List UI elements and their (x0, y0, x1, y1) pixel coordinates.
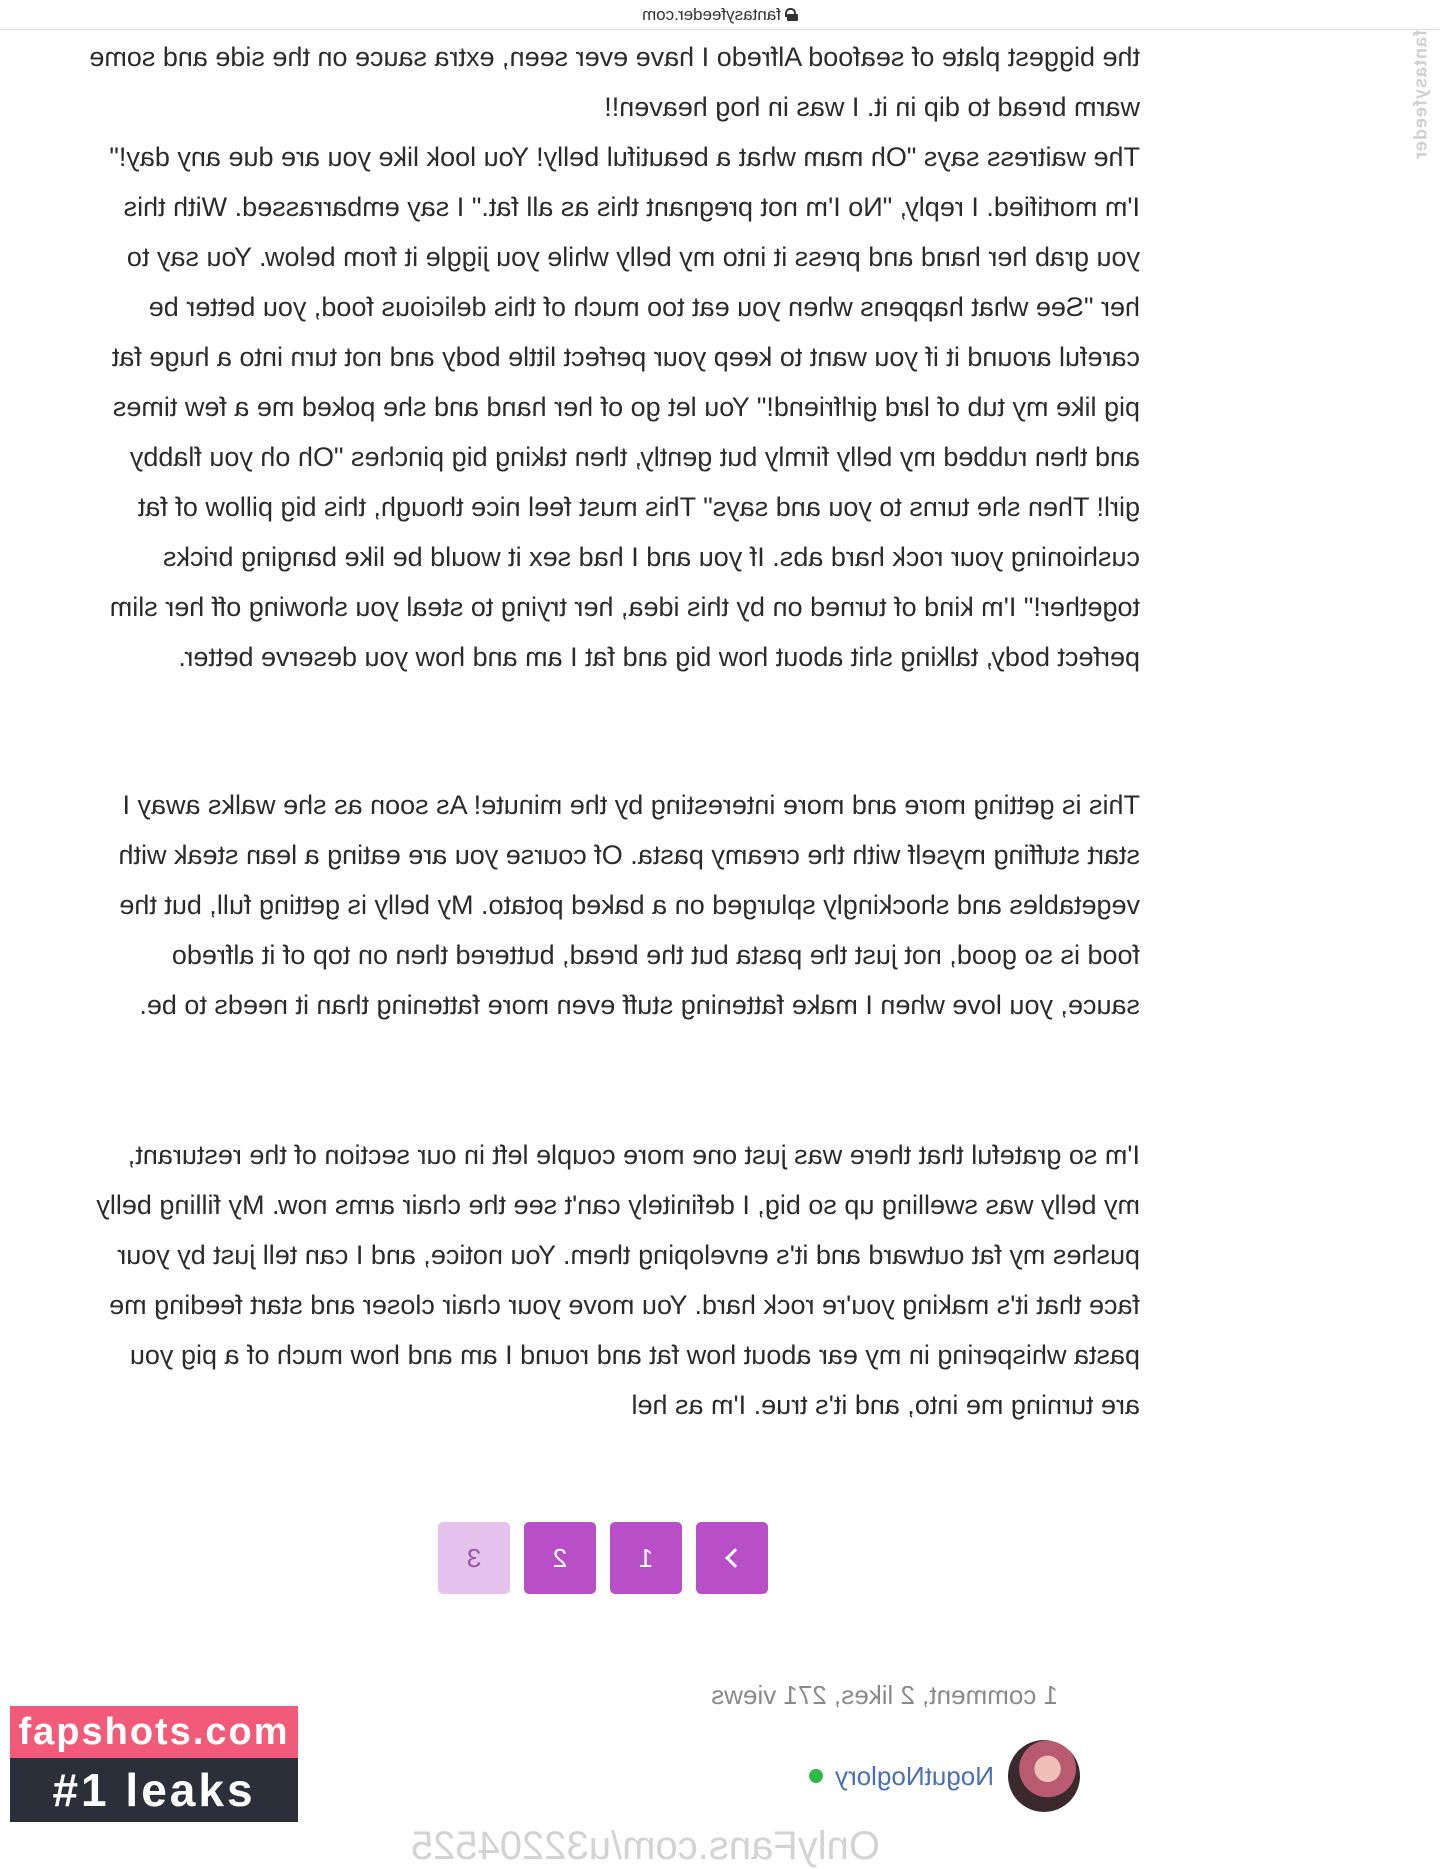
watermark-tagline: #1 leaks (10, 1758, 298, 1822)
text-line: careful around it if you want to keep your perfect little body and not turn into a huge fat (111, 342, 1140, 372)
text-line: my belly was swelling up so big, I definitely can't see the chair arms now. My filling belly (96, 1190, 1140, 1220)
chevron-left-icon (725, 1548, 745, 1568)
text-line: The waitress says "Oh mam what a beautiful belly! You look like you are due any day!" (109, 142, 1140, 172)
text-line: warm bread to dip in it. I was in hog heaven!! (604, 92, 1140, 122)
site-watermark (10, 1706, 298, 1822)
online-status-dot (809, 1769, 823, 1783)
author-name-link[interactable]: NogutNoglory (835, 1760, 994, 1791)
text-line: pasta whispering in my ear about how fat and round I am and how much of a pig you (129, 1340, 1140, 1370)
paragraph-1 (40, 32, 1140, 682)
text-line: cushioning your rock hard abs. If you and I had sex it would be like banging bricks (162, 542, 1140, 572)
text-line: I'm mortified. I reply, "No I'm not pregnant this as all fat." I say embarrassed. With this (123, 192, 1140, 222)
text-line: vegetables and shockingly splurged on a baked potato. My belly is getting full, but the (119, 890, 1140, 920)
text-line: girl! Then she turns to you and says" This must feel nice though, this big pillow of fat (137, 492, 1140, 522)
text-line: pushes my fat outward and it's enveloping them. You notice, and I can tell just by your (117, 1240, 1140, 1270)
text-line: and then rubbed my belly firmly but gently, then taking big pinches "Oh oh you flabby (129, 442, 1140, 472)
text-line: pig like my tub of lard girlfriend!" You let go of her hand and she poked me a few times (112, 392, 1140, 422)
text-line: face that it's making you're rock hard. You move your chair closer and start feeding me (109, 1290, 1140, 1320)
story-text (40, 32, 1140, 1430)
side-watermark (1404, 30, 1438, 190)
text-line: sauce, you love when I make fattening stuff even more fattening than it needs to be. (139, 990, 1140, 1020)
text-line: together!" I'm kind of turned on by this idea, her trying to steal you showing off her slim (109, 592, 1140, 622)
text-line: perfect body, talking shit about how big and fat I am and how you deserve better. (178, 642, 1140, 672)
cutoff-watermark-text: OnlyFans.com/u32204525 (410, 1824, 880, 1868)
text-line: you grab her hand and press it into my belly while you jiggle it from below. You say to (126, 242, 1140, 272)
text-line: her "See what happens when you eat too much of this delicious food, you better be (148, 292, 1140, 322)
author-info[interactable] (809, 1740, 1080, 1812)
text-line: the biggest plate of seafood Alfredo I have ever seen, extra sauce on the side and some (89, 42, 1140, 72)
text-line: are turning me into, and it's true. I'm as hel (631, 1390, 1140, 1420)
page-button-1[interactable]: 1 (610, 1522, 682, 1594)
page-button-2[interactable]: 2 (524, 1522, 596, 1594)
watermark-site-name: fapshots.com (10, 1706, 298, 1758)
side-watermark-text: fantasyfeeder (1410, 30, 1431, 161)
url-text: fantasyfeeder.com (642, 4, 781, 24)
paragraph-2 (40, 780, 1140, 1030)
prev-page-button[interactable] (696, 1522, 768, 1594)
paragraph-3 (40, 1130, 1140, 1430)
browser-url-bar[interactable] (0, 0, 1440, 30)
text-line: I'm so grateful that there was just one more couple left in our section of the resturant, (127, 1140, 1140, 1170)
text-line: food is so good, not just the pasta but the bread, buttered then on top of it alfredo (171, 940, 1140, 970)
post-stats: 1 comment, 2 likes, 271 views (711, 1680, 1058, 1710)
avatar[interactable] (1008, 1740, 1080, 1812)
page-button-3[interactable]: 3 (438, 1522, 510, 1594)
text-line: start stuffing myself with the creamy pasta. Of course you are eating a lean steak with (118, 840, 1140, 870)
pagination (438, 1522, 768, 1594)
text-line: This is getting more and more interesting by the minute! As soon as she walks away I (122, 790, 1140, 820)
lock-icon (787, 8, 798, 21)
